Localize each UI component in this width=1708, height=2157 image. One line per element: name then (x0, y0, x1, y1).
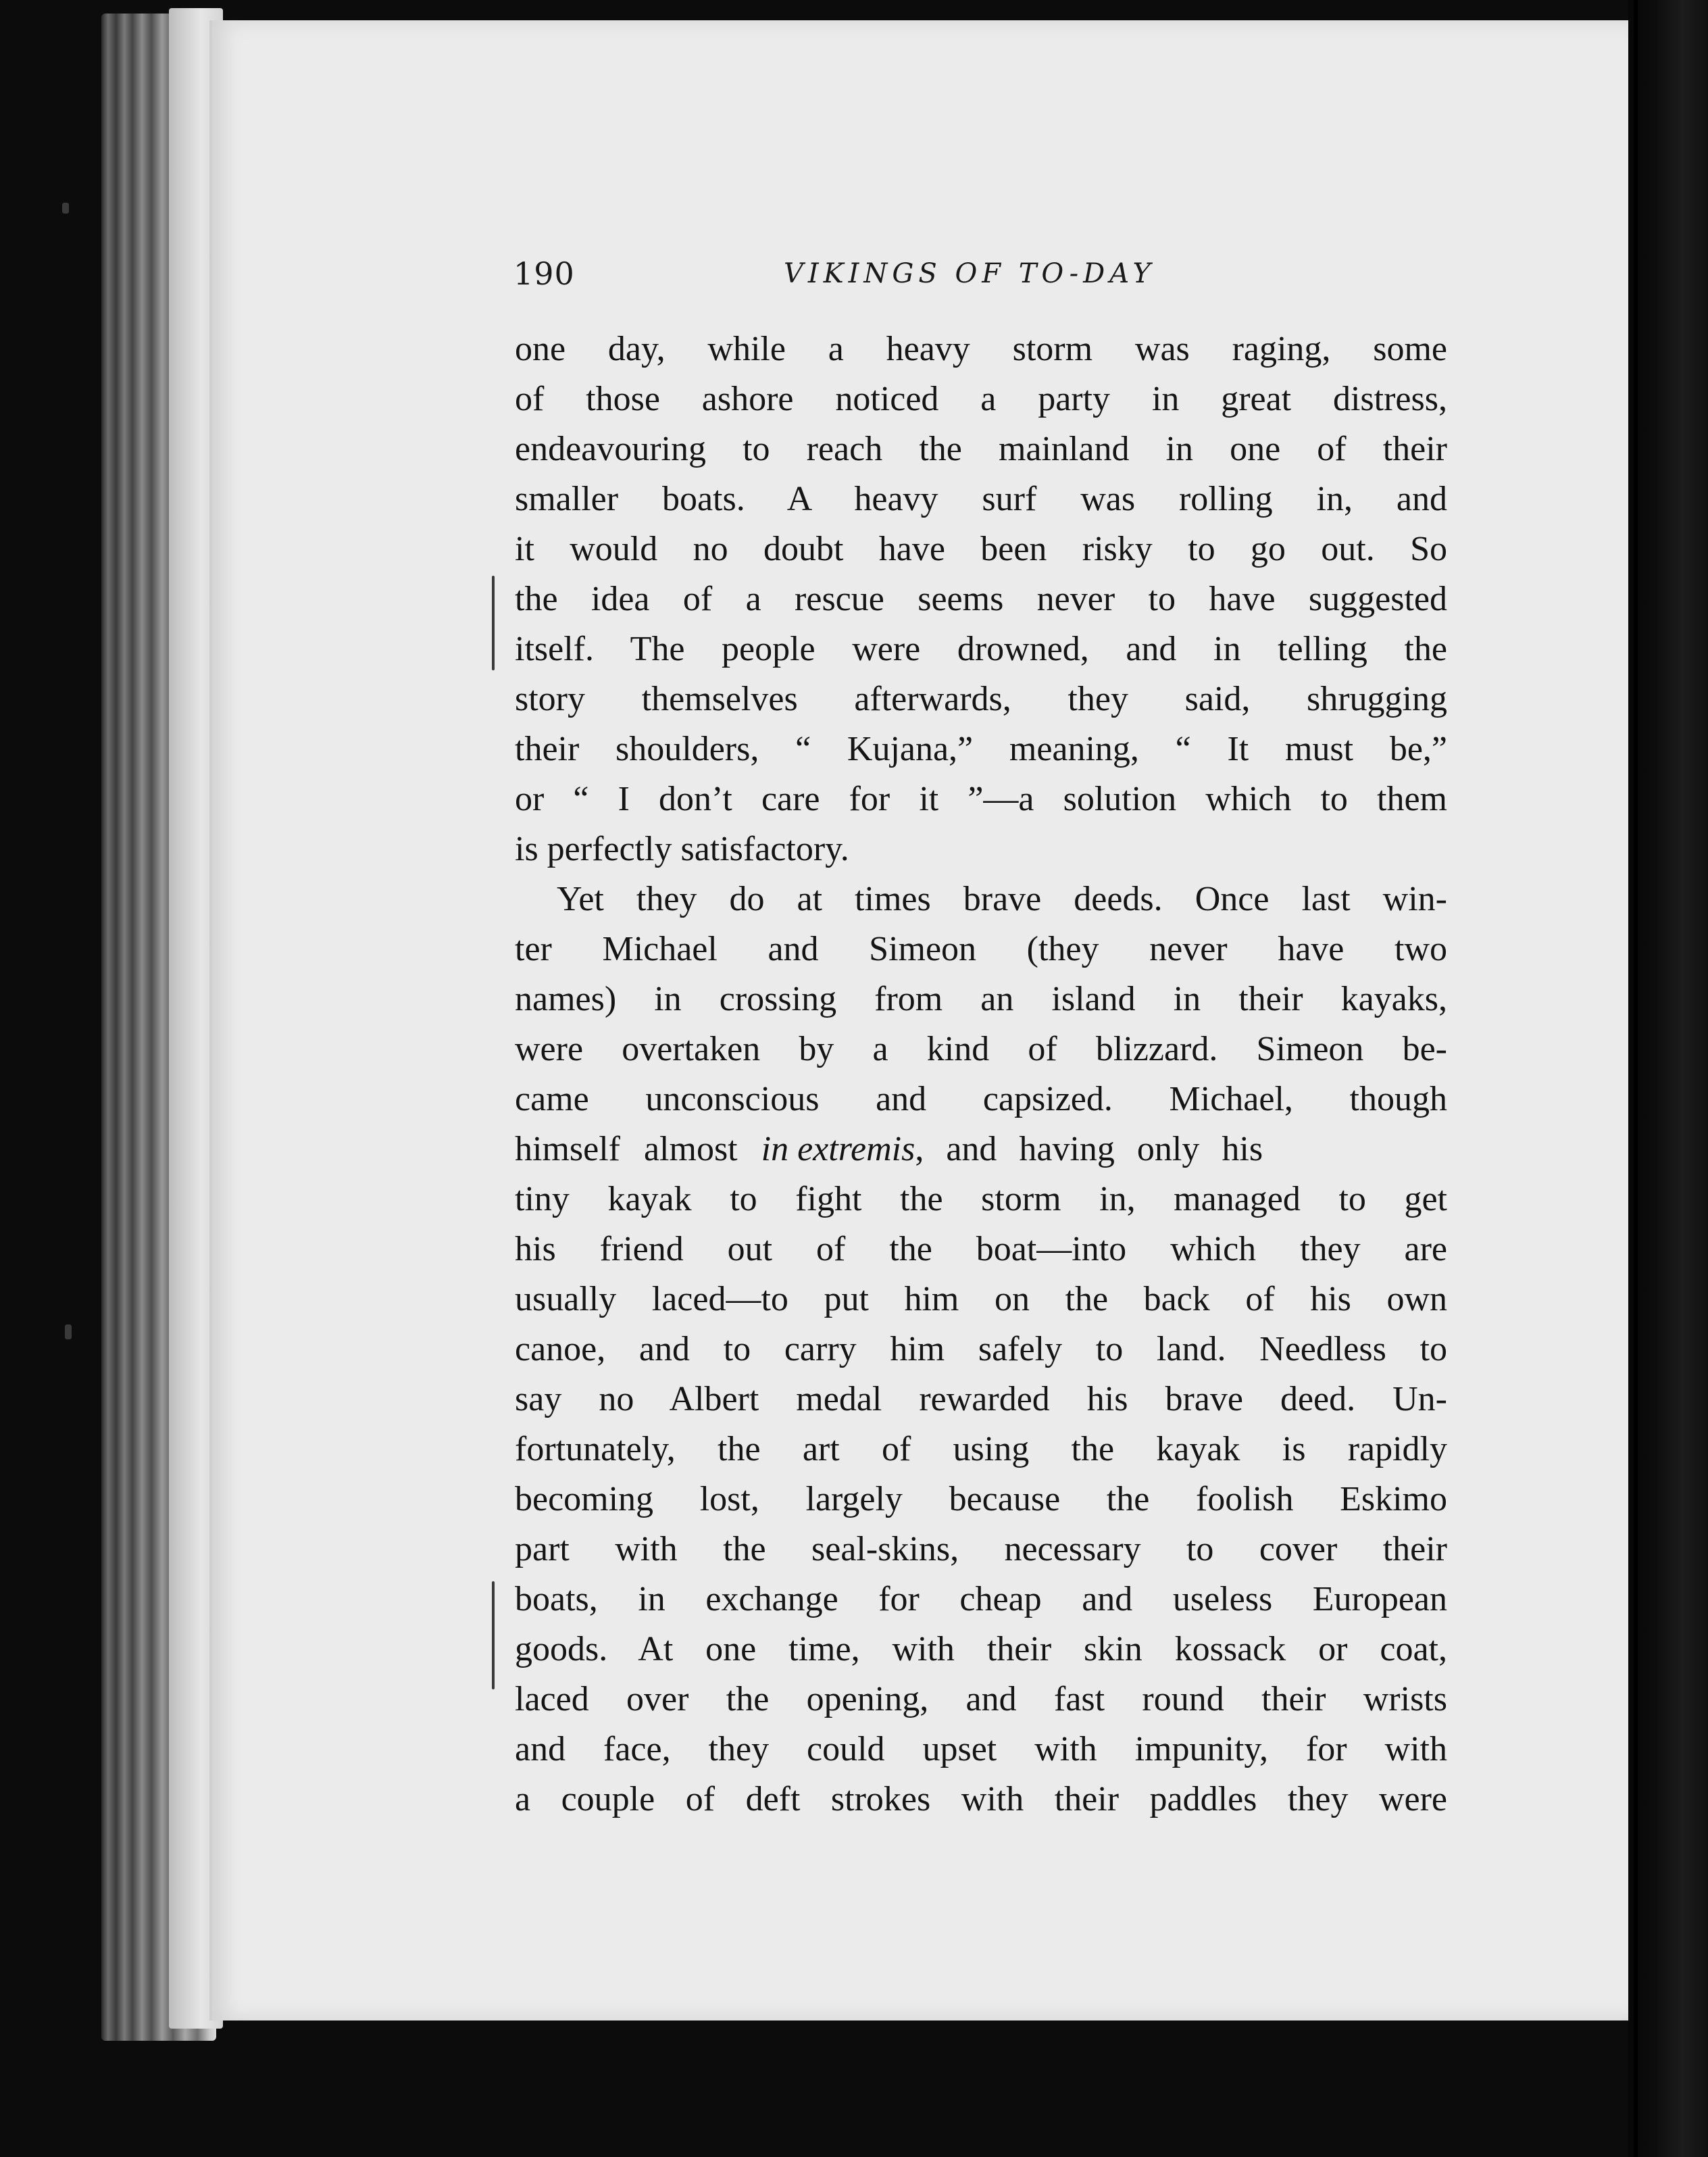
text-line: ter Michael and Simeon (they never have two (515, 930, 1447, 968)
text-line: his friend out of the boat—into which they are (515, 1230, 1447, 1268)
right-dark-margin (1628, 0, 1708, 2157)
text-line-with-italic (515, 1124, 1447, 1174)
page-header (513, 251, 1189, 292)
text-line: or “ I don’t care for it ”—a solution which to them (515, 780, 1447, 818)
text-line: and face, they could upset with impunity, for with (515, 1730, 1447, 1768)
italic-phrase: in extremis (761, 1130, 915, 1168)
text-line: becoming lost, largely because the foolish Eskimo (515, 1480, 1447, 1518)
text-line: itself. The people were drowned, and in telling the (515, 630, 1447, 668)
text-line: say no Albert medal rewarded his brave deed. Un- (515, 1380, 1447, 1418)
text-segment: himself almost (515, 1130, 761, 1168)
text-line: canoe, and to carry him safely to land. Needless to (515, 1330, 1447, 1368)
text-line: usually laced—to put him on the back of his own (515, 1280, 1447, 1318)
paragraph-start-line: Yet they do at times brave deeds. Once last win- (557, 880, 1447, 918)
margin-pencil-mark (492, 576, 495, 670)
text-line: names) in crossing from an island in their kayaks, (515, 980, 1447, 1018)
text-line: part with the seal-skins, necessary to cover their (515, 1530, 1447, 1568)
text-line: story themselves afterwards, they said, shrugging (515, 680, 1447, 718)
text-line: their shoulders, “ Kujana,” meaning, “ It must be,” (515, 730, 1447, 768)
text-segment: , and having only his (915, 1130, 1263, 1168)
margin-pencil-mark (492, 1581, 495, 1689)
text-line: it would no doubt have been risky to go out. So (515, 530, 1447, 568)
text-line: of those ashore noticed a party in great distress, (515, 380, 1447, 418)
paragraph-end-line: is perfectly satisfactory. (515, 830, 849, 868)
text-line: a couple of deft strokes with their paddles they were (515, 1780, 1447, 1818)
text-line: one day, while a heavy storm was raging, some (515, 330, 1447, 368)
text-line: came unconscious and capsized. Michael, though (515, 1080, 1447, 1118)
text-line: the idea of a rescue seems never to have suggested (515, 580, 1447, 618)
page-number: 190 (513, 255, 575, 292)
text-line: boats, in exchange for cheap and useless European (515, 1580, 1447, 1618)
text-line: endeavouring to reach the mainland in one of their (515, 430, 1447, 468)
text-line: laced over the opening, and fast round their wrists (515, 1680, 1447, 1718)
body-text (515, 324, 1447, 1825)
running-head: VIKINGS OF TO-DAY (784, 258, 1155, 289)
text-line: goods. At one time, with their skin kossack or coat, (515, 1630, 1447, 1668)
text-line: were overtaken by a kind of blizzard. Simeon be- (515, 1030, 1447, 1068)
text-line: smaller boats. A heavy surf was rolling in, and (515, 480, 1447, 518)
page-gutter-line (1634, 0, 1638, 2157)
scan-speck (65, 1324, 72, 1339)
text-line: fortunately, the art of using the kayak is rapidly (515, 1430, 1447, 1468)
scan-speck (62, 203, 69, 214)
text-line: tiny kayak to fight the storm in, managed to get (515, 1180, 1447, 1218)
